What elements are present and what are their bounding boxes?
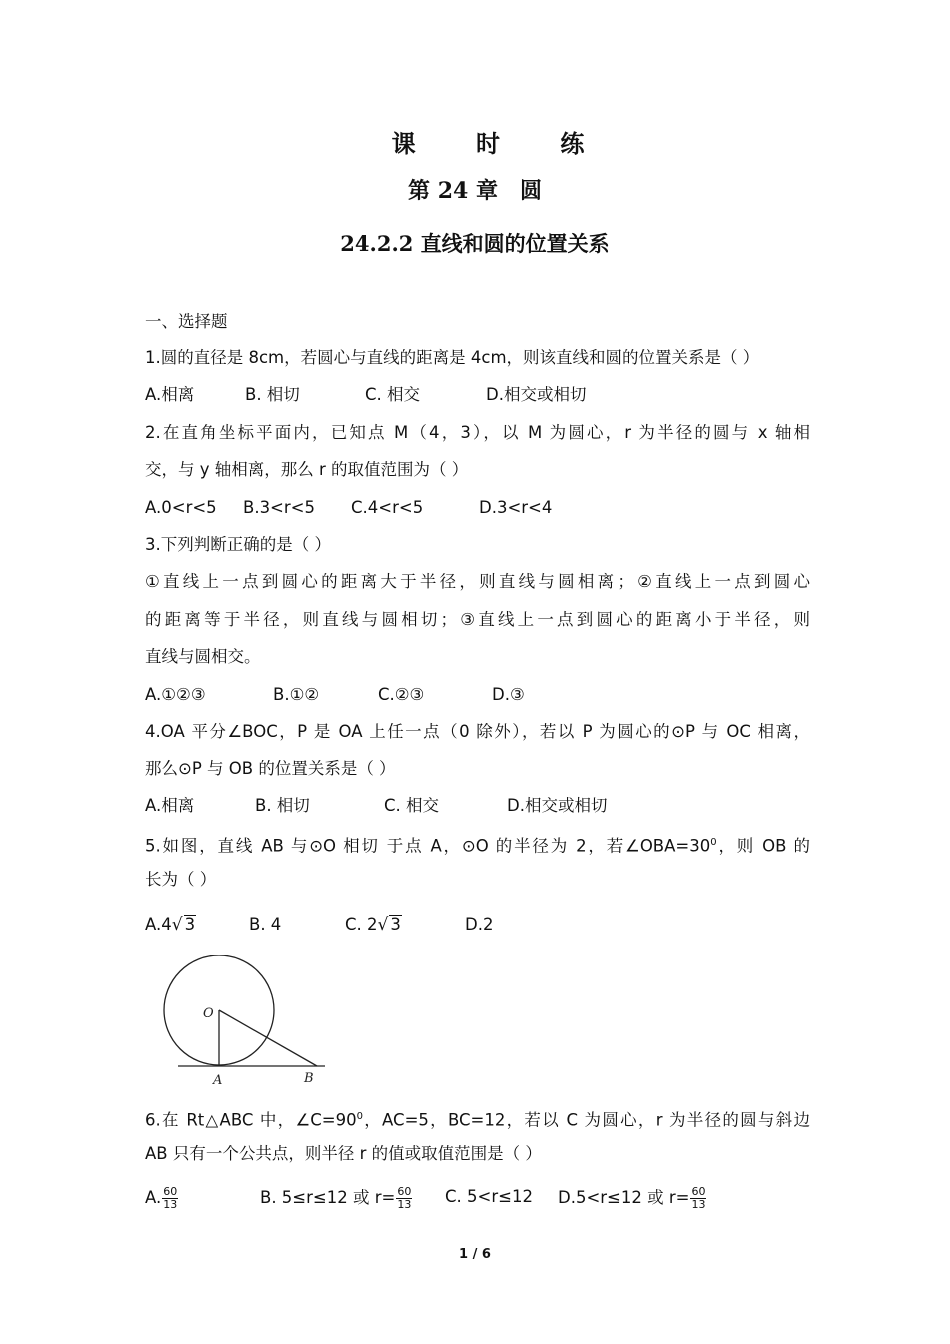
q5-line-1-text: 5.如图，直线 AB 与⊙O 相切 于点 A，⊙O 的半径为 2，若∠OBA=30 — [145, 836, 711, 856]
sqrt-symbol-icon: √ — [377, 915, 389, 935]
q4-option-a: A.相离 — [145, 796, 195, 815]
q3-line-4: 直线与圆相交。 — [145, 647, 261, 666]
q3-option-c: C.②③ — [378, 685, 425, 704]
q6-option-b — [260, 1186, 412, 1211]
q3-option-d: D.③ — [492, 685, 525, 704]
q4-option-b: B. 相切 — [255, 796, 310, 815]
segment-ob-line — [219, 1010, 317, 1066]
fraction-denominator: 13 — [163, 1198, 178, 1211]
q6-line-2: AB 只有一个公共点，则半径 r 的值或取值范围是（ ） — [145, 1144, 542, 1163]
q5-line-2: 长为（ ） — [145, 870, 217, 889]
page-number: 1 / 6 — [459, 1247, 491, 1262]
q5-option-a — [145, 914, 196, 936]
q3-line-3: 的距离等于半径，则直线与圆相切；③直线上一点到圆心的距离小于半径，则 — [145, 610, 810, 629]
q6-option-c: C. 5<r≤12 — [445, 1187, 533, 1206]
section-heading: 一、选择题 — [145, 312, 228, 331]
q2-option-c: C.4<r<5 — [351, 498, 424, 517]
fraction-60-13 — [690, 1186, 706, 1211]
q3-option-b: B.①② — [273, 685, 320, 704]
q1-stem: 1.圆的直径是 8cm，若圆心与直线的距离是 4cm，则该直线和圆的位置关系是（ ） — [145, 348, 760, 367]
q3-option-a: A.①②③ — [145, 685, 206, 704]
q6-option-a-text: A. — [145, 1188, 162, 1207]
q5-option-a-text: A.4 — [145, 915, 172, 934]
q5-geometry-figure — [160, 955, 330, 1095]
fraction-numerator: 60 — [691, 1185, 706, 1198]
q6-option-d — [558, 1186, 706, 1211]
q1-option-a: A.相离 — [145, 385, 195, 404]
q2-option-a: A.0<r<5 — [145, 498, 217, 517]
q6-line-1-tail: ，AC=5，BC=12，若以 C 为圆心，r 为半径的圆与斜边 — [362, 1110, 810, 1130]
fraction-60-13 — [162, 1186, 178, 1211]
q2-option-b: B.3<r<5 — [243, 498, 315, 517]
q6-degree-superscript: 0 — [356, 1111, 363, 1122]
fraction-denominator: 13 — [397, 1198, 412, 1211]
q6-line-1-text: 6.在 Rt△ABC 中，∠C=90 — [145, 1110, 357, 1130]
q1-option-d: D.相交或相切 — [486, 385, 587, 404]
q4-option-d: D.相交或相切 — [507, 796, 608, 815]
q5-option-c — [345, 914, 402, 936]
fraction-60-13 — [396, 1186, 412, 1211]
q5-line-1 — [145, 832, 810, 858]
q2-option-d: D.3<r<4 — [479, 498, 553, 517]
q4-line-2: 那么⊙P 与 OB 的位置关系是（ ） — [145, 759, 396, 778]
q6-line-1 — [145, 1106, 810, 1132]
label-b: B — [304, 1071, 314, 1086]
q5-option-c-radicand: 3 — [390, 915, 401, 934]
q4-option-c: C. 相交 — [384, 796, 440, 815]
q3-line-2: ①直线上一点到圆心的距离大于半径，则直线与圆相离；②直线上一点到圆心 — [145, 572, 810, 591]
q5-option-b: B. 4 — [249, 915, 282, 934]
q5-option-a-radicand: 3 — [184, 915, 196, 934]
q1-option-b: B. 相切 — [245, 385, 300, 404]
q6-option-b-text: B. 5≤r≤12 或 r= — [260, 1188, 396, 1207]
page-title: 课 时 练 — [391, 129, 611, 158]
q5-option-c-text: C. 2 — [345, 915, 378, 934]
q3-line-1: 3.下列判断正确的是（ ） — [145, 535, 331, 554]
chapter-title: 第 24 章 圆 — [408, 178, 542, 204]
q5-degree-superscript: 0 — [710, 837, 717, 848]
fraction-denominator: 13 — [691, 1198, 706, 1211]
q5-line-1-tail: ，则 OB 的 — [716, 836, 811, 856]
q4-line-1: 4.OA 平分∠BOC，P 是 OA 上任一点（0 除外），若以 P 为圆心的⊙P 与 OC 相离， — [145, 722, 810, 741]
q1-option-c: C. 相交 — [365, 385, 421, 404]
label-o: O — [203, 1006, 214, 1021]
label-a: A — [213, 1073, 223, 1088]
fraction-numerator: 60 — [163, 1185, 178, 1198]
q6-option-d-text: D.5<r≤12 或 r= — [558, 1188, 690, 1207]
q6-option-a — [145, 1186, 178, 1211]
q5-option-d: D.2 — [465, 915, 494, 934]
q2-line-2: 交，与 y 轴相离，那么 r 的取值范围为（ ） — [145, 460, 469, 479]
q2-line-1: 2.在直角坐标平面内，已知点 M（4，3），以 M 为圆心，r 为半径的圆与 x 轴相 — [145, 423, 810, 442]
section-title: 24.2.2 直线和圆的位置关系 — [340, 231, 610, 256]
fraction-numerator: 60 — [397, 1185, 412, 1198]
sqrt-symbol-icon: √ — [171, 915, 183, 935]
